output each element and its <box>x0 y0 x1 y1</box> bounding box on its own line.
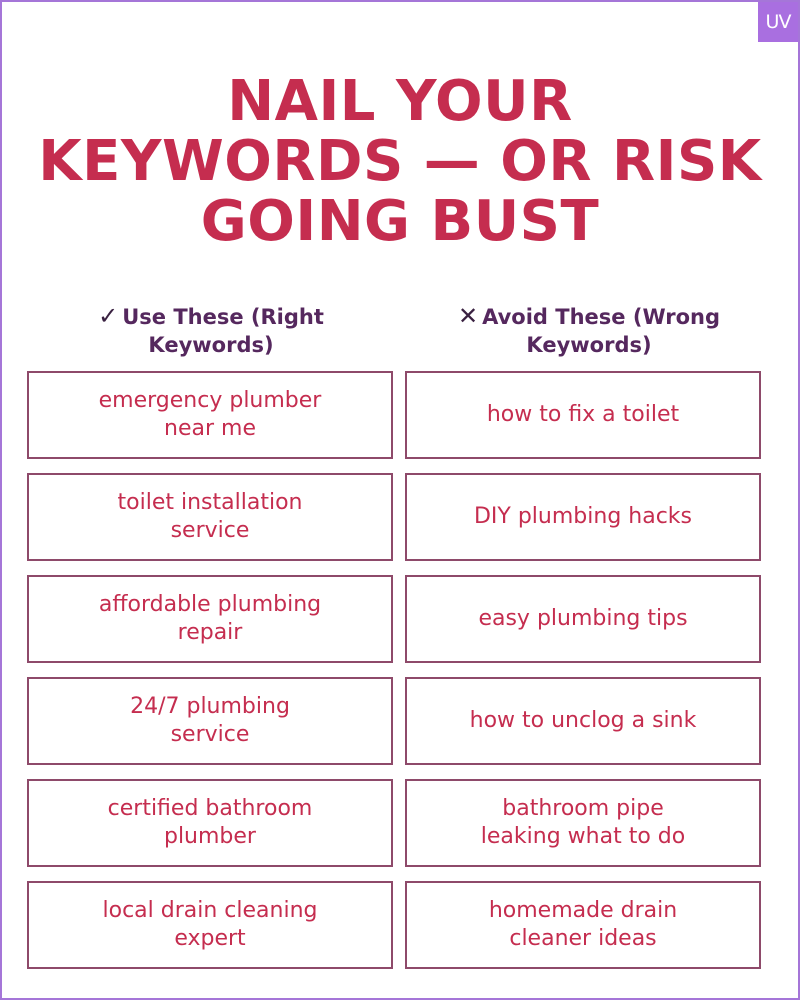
avoid-keyword-box <box>405 881 761 969</box>
keyword-line-1: easy plumbing tips <box>478 606 688 631</box>
keyword-line-2: service <box>170 518 250 543</box>
keyword-line-2: near me <box>164 416 256 441</box>
keyword-line-1: 24/7 plumbing <box>130 694 290 719</box>
keyword-text <box>99 387 322 443</box>
avoid-these-heading-line-2: Keywords) <box>526 333 652 357</box>
headline-line-2: KEYWORDS — OR RISK <box>38 129 762 194</box>
keyword-line-1: certified bathroom <box>107 796 313 821</box>
keyword-line-2: plumber <box>163 824 256 849</box>
keyword-text <box>474 503 692 531</box>
use-keyword-box <box>27 371 393 459</box>
avoid-keyword-box <box>405 371 761 459</box>
keyword-line-1: DIY plumbing hacks <box>473 504 692 529</box>
keyword-text <box>487 401 679 429</box>
checkmark-icon: ✓ <box>98 302 119 330</box>
keyword-text <box>478 605 687 633</box>
keyword-line-1: homemade drain <box>488 898 678 923</box>
use-keyword-box <box>27 473 393 561</box>
avoid-keyword-box <box>405 779 761 867</box>
avoid-keyword-box <box>405 575 761 663</box>
use-keyword-box <box>27 677 393 765</box>
headline-line-3: GOING BUST <box>200 189 600 254</box>
keyword-line-1: how to fix a toilet <box>486 402 680 427</box>
keyword-line-1: local drain cleaning <box>102 898 318 923</box>
cross-icon: ✕ <box>458 302 479 330</box>
keyword-line-1: emergency plumber <box>98 388 322 413</box>
use-these-heading-line-1 <box>28 302 394 331</box>
keyword-text <box>108 795 313 851</box>
keyword-text <box>489 897 677 953</box>
keyword-line-1: how to unclog a sink <box>469 708 697 733</box>
keyword-line-2: cleaner ideas <box>509 926 657 951</box>
headline <box>0 69 800 254</box>
keyword-text <box>118 489 303 545</box>
use-these-heading-text-1: Use These (Right <box>122 305 324 329</box>
keyword-text <box>481 795 685 851</box>
uv-logo: UV <box>758 2 798 42</box>
use-keyword-box <box>27 881 393 969</box>
keyword-line-2: expert <box>174 926 246 951</box>
keyword-line-2: leaking what to do <box>480 824 686 849</box>
use-keyword-box <box>27 779 393 867</box>
use-these-heading-line-2: Keywords) <box>148 333 274 357</box>
avoid-these-heading-text-1: Avoid These (Wrong <box>482 305 720 329</box>
keyword-line-1: toilet installation <box>117 490 303 515</box>
keyword-text <box>130 693 290 749</box>
keyword-text <box>470 707 697 735</box>
keyword-line-1: bathroom pipe <box>502 796 664 821</box>
keyword-line-1: affordable plumbing <box>98 592 322 617</box>
use-these-heading <box>28 302 394 359</box>
avoid-keyword-box <box>405 473 761 561</box>
keyword-text <box>99 591 321 647</box>
headline-line-1: NAIL YOUR <box>227 69 573 134</box>
avoid-these-heading-line-1 <box>406 302 772 331</box>
keyword-line-2: service <box>170 722 250 747</box>
avoid-these-heading <box>406 302 772 359</box>
avoid-keyword-box <box>405 677 761 765</box>
keyword-text <box>103 897 318 953</box>
use-keyword-box <box>27 575 393 663</box>
keyword-line-2: repair <box>177 620 243 645</box>
